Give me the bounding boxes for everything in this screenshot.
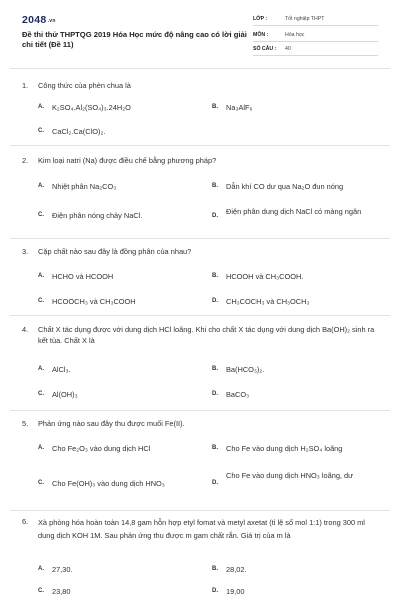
- option-d[interactable]: D. Cho Fe vào dung dịch HNO₃ loãng, dư: [212, 471, 354, 486]
- option-d[interactable]: D. CH₃COCH₃ và CH₃OCH₃: [212, 297, 310, 306]
- question-text: Cặp chất nào sau đây là đồng phân của nhau?: [38, 247, 192, 256]
- meta-subject-value: Hóa học: [285, 32, 305, 38]
- meta-question-count-label: SỐ CÂU :: [253, 46, 277, 52]
- divider: [10, 238, 390, 239]
- option-a[interactable]: A. Cho Fe₂O₃ vào dung dịch HCl: [38, 444, 151, 453]
- option-d[interactable]: D. 19,00: [212, 587, 245, 596]
- option-b[interactable]: B. Na₃AlF₆: [212, 103, 253, 112]
- divider: [10, 510, 390, 511]
- option-c[interactable]: C. Al(OH)₃: [38, 390, 78, 399]
- meta-class: [253, 14, 378, 26]
- question-number: 3.: [22, 247, 29, 256]
- divider: [10, 410, 390, 411]
- option-c[interactable]: C. 23,80: [38, 587, 71, 596]
- option-a[interactable]: A. AlCl₃.: [38, 365, 71, 374]
- option-b[interactable]: B. HCOOH và CH₃COOH.: [212, 272, 304, 281]
- question-text: Kim loại natri (Na) được điều chế bằng phương pháp?: [38, 156, 217, 165]
- option-d[interactable]: D. Điện phân dung dịch NaCl có màng ngăn: [212, 207, 362, 219]
- meta-subject-label: MÔN :: [253, 32, 269, 38]
- option-c[interactable]: C. Cho Fe(OH)₃ vào dung dịch HNO₃: [38, 479, 165, 488]
- option-a[interactable]: A. K₂SO₄.Al₂(SO₄)₃.24H₂O: [38, 103, 131, 112]
- question-stem: [22, 418, 380, 429]
- question-text: Chất X tác dụng được với dung dịch HCl loãng. Khi cho chất X tác dụng với dung dịch Ba(OH)₂ sinh ra kết tủa. Chất X là: [38, 325, 375, 345]
- option-a[interactable]: A. Nhiệt phân Na₂CO₃: [38, 182, 117, 191]
- question-text: Phản ứng nào sau đây thu được muối Fe(II).: [38, 419, 185, 428]
- question-number: 2.: [22, 156, 29, 165]
- exam-title: Đề thi thử THPTQG 2019 Hóa Học mức độ nâng cao có lời giải chi tiết (Đề 11): [22, 30, 247, 49]
- question-text: Công thức của phèn chua là: [38, 81, 131, 90]
- option-b[interactable]: B. 28,02.: [212, 565, 247, 574]
- divider: [10, 68, 390, 69]
- option-a[interactable]: A. 27,30.: [38, 565, 73, 574]
- document-header: [0, 0, 400, 62]
- question-number: 1.: [22, 81, 29, 90]
- question-stem: [22, 246, 380, 257]
- question-number: 5.: [22, 419, 29, 428]
- option-a[interactable]: A. HCHO và HCOOH: [38, 272, 114, 281]
- option-c[interactable]: C. HCOOCH₃ và CH₃COOH: [38, 297, 136, 306]
- option-c[interactable]: C. Điện phân nóng chảy NaCl.: [38, 211, 143, 220]
- question-stem: [22, 324, 380, 346]
- option-b[interactable]: B. Dẫn khí CO dư qua Na₂O đun nóng: [212, 182, 344, 191]
- meta-class-label: LỚP :: [253, 16, 268, 22]
- site-logo[interactable]: 2048.vn: [22, 14, 56, 26]
- divider: [10, 145, 390, 146]
- option-d[interactable]: D. BaCO₃: [212, 390, 250, 399]
- question-stem: [22, 80, 380, 91]
- divider: [10, 315, 390, 316]
- meta-question-count-value: 40: [285, 46, 291, 52]
- meta-subject: [253, 30, 378, 42]
- question-number: 4.: [22, 325, 29, 334]
- option-c[interactable]: C. CaCl₂.Ca(ClO)₂.: [38, 127, 106, 136]
- meta-question-count: [253, 44, 378, 56]
- question-stem: [22, 516, 380, 542]
- question-text: Xà phòng hóa hoàn toàn 14,8 gam hỗn hợp etyl fomat và metyl axetat (tỉ lệ số mol 1:1) trong 300 ml dung dịch KOH 1M. Sau phản ứng thu được m gam chất rắn. Giá trị của m là: [38, 518, 365, 540]
- meta-class-value: Tốt nghiệp THPT: [285, 16, 325, 22]
- question-number: 6.: [22, 517, 29, 526]
- option-b[interactable]: B. Cho Fe vào dung dịch H₂SO₄ loãng: [212, 444, 343, 453]
- option-b[interactable]: B. Ba(HCO₃)₂.: [212, 365, 265, 374]
- question-stem: [22, 155, 380, 166]
